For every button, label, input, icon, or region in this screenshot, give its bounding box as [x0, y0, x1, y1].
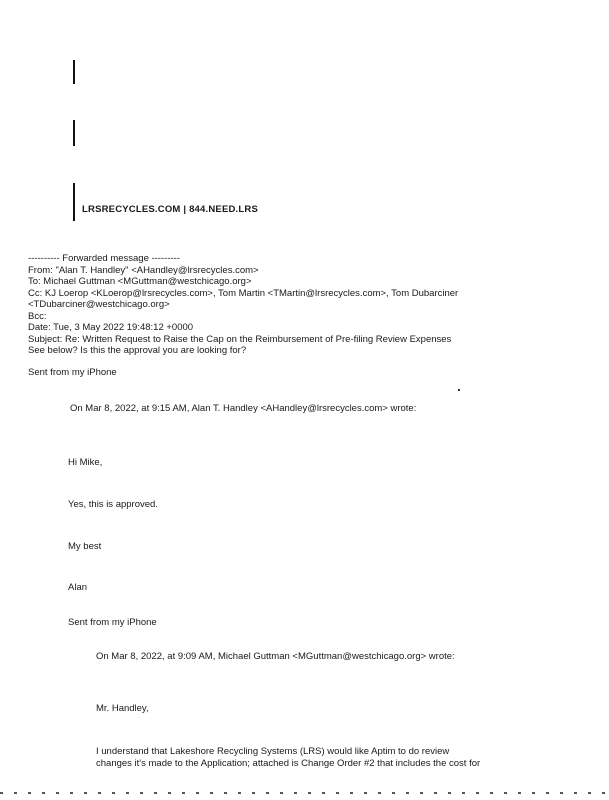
to-line: To: Michael Guttman <MGuttman@westchicago.org>	[28, 276, 252, 287]
quote1-sent-from: Sent from my iPhone	[68, 617, 157, 628]
forwarded-header	[28, 253, 458, 357]
quote1-header: On Mar 8, 2022, at 9:15 AM, Alan T. Handley <AHandley@lrsrecycles.com> wrote:	[70, 403, 417, 414]
forwarded-separator: ---------- Forwarded message ---------	[28, 253, 180, 264]
quote2-body-line-2: changes it's made to the Application; attached is Change Order #2 that includes the cost for	[96, 757, 481, 769]
sent-from-line: Sent from my iPhone	[28, 367, 117, 378]
quote2-body	[96, 746, 480, 769]
bcc-line: Bcc:	[28, 310, 47, 322]
cc-line: Cc: KJ Loerop <KLoerop@lrsrecycles.com>, Tom Martin <TMartin@lrsrecycles.com>, Tom Dubarciner	[28, 287, 459, 299]
quote1-closing: My best	[68, 541, 102, 552]
quote-bar-2	[73, 120, 75, 146]
forward-body: See below? Is this the approval you are looking for?	[28, 345, 247, 356]
speck	[458, 389, 460, 391]
quote1-name: Alan	[68, 582, 88, 593]
from-line: From: "Alan T. Handley" <AHandley@lrsrecycles.com>	[28, 264, 259, 276]
quote2-header: On Mar 8, 2022, at 9:09 AM, Michael Guttman <MGuttman@westchicago.org> wrote:	[96, 651, 455, 662]
quote2-greeting: Mr. Handley,	[96, 703, 149, 714]
email-signature: LRSRECYCLES.COM | 844.NEED.LRS	[82, 204, 258, 215]
quote-bar-1	[73, 60, 75, 84]
quote1-greeting: Hi Mike,	[68, 457, 103, 468]
date-line: Date: Tue, 3 May 2022 19:48:12 +0000	[28, 322, 194, 333]
cc-line-continued: <TDubarciner@westchicago.org>	[28, 299, 170, 310]
quote2-body-line-1: I understand that Lakeshore Recycling Systems (LRS) would like Aptim to do review	[96, 746, 450, 757]
page-edge-artifact	[0, 792, 609, 794]
subject-line: Subject: Re: Written Request to Raise the Cap on the Reimbursement of Pre-filing Review Expenses	[28, 333, 452, 345]
quote-bar-3	[73, 183, 75, 221]
quote1-body: Yes, this is approved.	[68, 499, 158, 510]
